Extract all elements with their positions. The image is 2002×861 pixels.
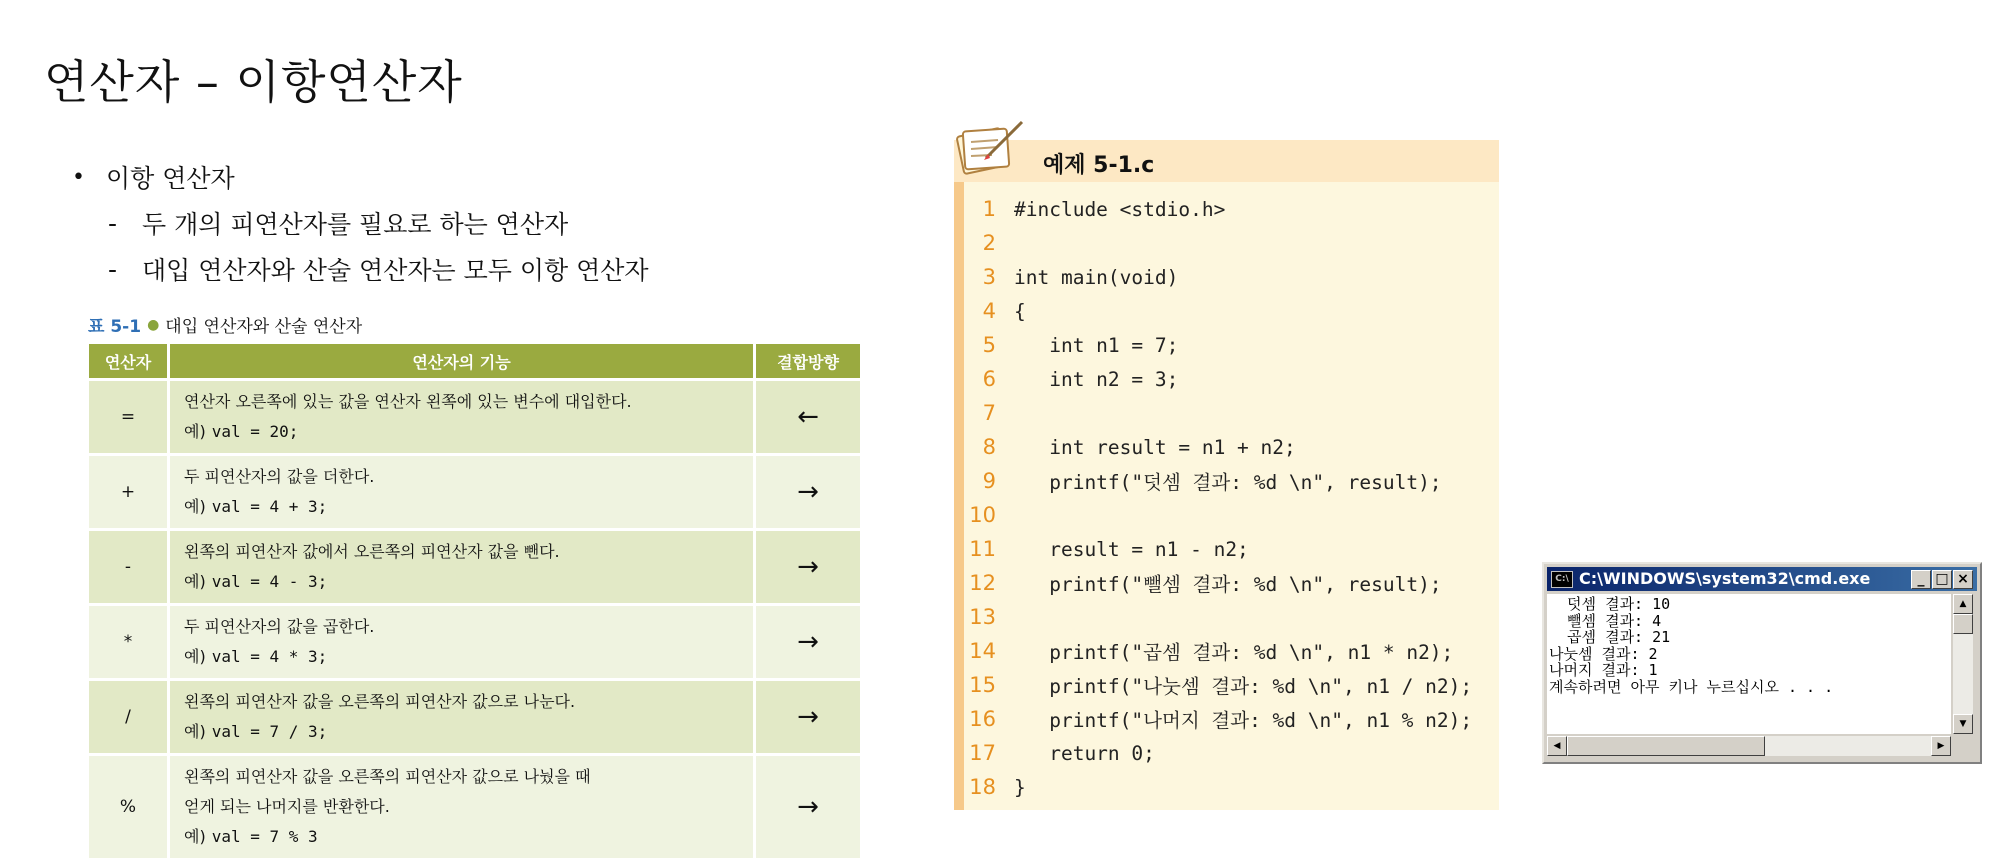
line-number: 2 bbox=[982, 231, 996, 255]
description-line: 얻게 되는 나머지를 반환한다. bbox=[184, 797, 390, 816]
code-line bbox=[966, 362, 1472, 396]
caption-text: 대입 연산자와 산술 연산자 bbox=[165, 317, 363, 337]
code-text: } bbox=[1014, 775, 1026, 799]
operator-symbol: = bbox=[89, 381, 167, 453]
right-arrow-icon: → bbox=[756, 456, 860, 528]
code-text: int n2 = 3; bbox=[1014, 367, 1179, 391]
code-text: printf("곱셈 결과: %d \n", n1 * n2); bbox=[1014, 641, 1454, 664]
code-text: { bbox=[1014, 299, 1026, 323]
scroll-left-icon[interactable]: ◀ bbox=[1547, 736, 1567, 756]
table-row bbox=[89, 381, 860, 453]
example-line bbox=[184, 492, 739, 522]
code-line bbox=[966, 328, 1472, 362]
example-prefix: 예) bbox=[184, 722, 206, 741]
code-line bbox=[966, 736, 1472, 770]
maximize-button[interactable]: □ bbox=[1932, 570, 1952, 589]
console-text bbox=[1549, 596, 1833, 695]
line-number: 12 bbox=[969, 571, 996, 595]
table-row bbox=[89, 606, 860, 678]
code-text: return 0; bbox=[1014, 741, 1155, 765]
sub-bullet-text: 두 개의 피연산자를 필요로 하는 연산자 bbox=[142, 210, 569, 239]
bullet-list bbox=[72, 154, 649, 292]
description-line: 연산자 오른쪽에 있는 값을 연산자 왼쪽에 있는 변수에 대입한다. bbox=[184, 392, 632, 411]
minimize-button[interactable]: _ bbox=[1911, 570, 1931, 589]
right-arrow-icon: → bbox=[756, 531, 860, 603]
operator-description bbox=[170, 456, 753, 528]
operator-description bbox=[170, 531, 753, 603]
horizontal-scrollbar[interactable] bbox=[1547, 736, 1951, 756]
horizontal-scroll-thumb[interactable] bbox=[1567, 736, 1765, 756]
example-code: val = 4 - 3; bbox=[211, 572, 328, 591]
operator-description bbox=[170, 381, 753, 453]
header-function: 연산자의 기능 bbox=[170, 344, 753, 378]
line-number: 16 bbox=[969, 707, 996, 731]
table-row bbox=[89, 681, 860, 753]
cmd-window bbox=[1542, 562, 1982, 764]
operator-symbol: - bbox=[89, 531, 167, 603]
operator-description bbox=[170, 681, 753, 753]
example-prefix: 예) bbox=[184, 497, 206, 516]
operator-description bbox=[170, 606, 753, 678]
example-code: val = 20; bbox=[211, 422, 299, 441]
line-number: 4 bbox=[982, 299, 996, 323]
left-arrow-icon: ← bbox=[756, 381, 860, 453]
description-line: 왼쪽의 피연산자 값에서 오른쪽의 피연산자 값을 뺀다. bbox=[184, 542, 560, 561]
code-example-box bbox=[954, 140, 1499, 810]
code-line bbox=[966, 532, 1472, 566]
example-line bbox=[184, 567, 739, 597]
sub-bullet-dash: - bbox=[108, 208, 118, 238]
console-line: 나머지 결과: 1 bbox=[1549, 661, 1658, 679]
code-line bbox=[966, 396, 1472, 430]
table-number: 표 5-1 bbox=[88, 317, 142, 337]
header-direction: 결합방향 bbox=[756, 344, 860, 378]
code-line bbox=[966, 226, 1472, 260]
code-line bbox=[966, 634, 1472, 668]
code-line bbox=[966, 260, 1472, 294]
bullet-dot: • bbox=[72, 164, 85, 190]
console-line: 덧셈 결과: 10 bbox=[1549, 595, 1671, 613]
console-line: 계속하려면 아무 키나 누르십시오 . . . bbox=[1549, 677, 1834, 696]
example-code: val = 7 % 3 bbox=[211, 827, 318, 846]
page-title: 연산자 – 이항연산자 bbox=[44, 55, 463, 109]
example-code: val = 4 * 3; bbox=[211, 647, 328, 666]
code-lines bbox=[966, 192, 1472, 804]
operator-description bbox=[170, 756, 753, 858]
operator-symbol: * bbox=[89, 606, 167, 678]
line-number: 13 bbox=[969, 605, 996, 629]
code-text: int main(void) bbox=[1014, 265, 1179, 289]
scroll-up-icon[interactable]: ▲ bbox=[1953, 594, 1973, 614]
code-text: int result = n1 + n2; bbox=[1014, 435, 1296, 459]
code-line bbox=[966, 192, 1472, 226]
cmd-title-bar[interactable] bbox=[1547, 567, 1977, 591]
cmd-console-output[interactable] bbox=[1547, 594, 1951, 734]
scroll-right-icon[interactable]: ▶ bbox=[1931, 736, 1951, 756]
line-number: 15 bbox=[969, 673, 996, 697]
bullet-text: 이항 연산자 bbox=[106, 164, 235, 193]
line-number: 6 bbox=[982, 367, 996, 391]
example-prefix: 예) bbox=[184, 572, 206, 591]
line-number: 8 bbox=[982, 435, 996, 459]
code-line bbox=[966, 498, 1472, 532]
right-arrow-icon: → bbox=[756, 756, 860, 858]
line-number: 5 bbox=[982, 333, 996, 357]
table-row bbox=[89, 756, 860, 858]
code-line bbox=[966, 600, 1472, 634]
example-line bbox=[184, 417, 739, 447]
console-line: 곱셈 결과: 21 bbox=[1549, 628, 1671, 646]
description-line: 왼쪽의 피연산자 값을 오른쪽의 피연산자 값으로 나눈다. bbox=[184, 692, 576, 711]
table-header-row bbox=[89, 344, 860, 378]
table-row bbox=[89, 456, 860, 528]
code-title: 예제 5-1.c bbox=[1043, 153, 1155, 178]
right-arrow-icon: → bbox=[756, 681, 860, 753]
scroll-down-icon[interactable]: ▼ bbox=[1953, 714, 1973, 734]
code-text: printf("뺄셈 결과: %d \n", result); bbox=[1014, 573, 1442, 596]
code-text: result = n1 - n2; bbox=[1014, 537, 1249, 561]
vertical-scroll-thumb[interactable] bbox=[1953, 614, 1973, 634]
code-header bbox=[954, 140, 1499, 182]
line-number: 1 bbox=[982, 197, 996, 221]
code-line bbox=[966, 294, 1472, 328]
console-line: 뺄셈 결과: 4 bbox=[1549, 611, 1662, 630]
code-text: #include <stdio.h> bbox=[1014, 197, 1226, 221]
console-line: 나눗셈 결과: 2 bbox=[1549, 644, 1658, 663]
line-number: 14 bbox=[969, 639, 996, 663]
code-line bbox=[966, 464, 1472, 498]
line-number: 11 bbox=[969, 537, 996, 561]
sub-bullet-text: 대입 연산자와 산술 연산자는 모두 이항 연산자 bbox=[142, 256, 649, 285]
code-line bbox=[966, 770, 1472, 804]
code-text: printf("나머지 결과: %d \n", n1 % n2); bbox=[1014, 709, 1473, 732]
line-number: 18 bbox=[969, 775, 996, 799]
table-row bbox=[89, 531, 860, 603]
cmd-window-title: C:\WINDOWS\system32\cmd.exe bbox=[1579, 569, 1871, 588]
code-gutter bbox=[954, 182, 964, 810]
cmd-icon: C:\ bbox=[1551, 571, 1573, 588]
notepad-pencil-icon bbox=[956, 118, 1026, 184]
example-prefix: 예) bbox=[184, 827, 206, 846]
code-line bbox=[966, 668, 1472, 702]
example-line bbox=[184, 822, 739, 852]
close-button[interactable]: × bbox=[1953, 570, 1973, 589]
table-caption bbox=[88, 312, 362, 337]
operator-symbol: + bbox=[89, 456, 167, 528]
right-arrow-icon: → bbox=[756, 606, 860, 678]
sub-bullet-item bbox=[72, 246, 649, 292]
line-number: 17 bbox=[969, 741, 996, 765]
example-code: val = 4 + 3; bbox=[211, 497, 328, 516]
description-line: 두 피연산자의 값을 더한다. bbox=[184, 467, 375, 486]
table-body bbox=[89, 381, 860, 858]
code-line bbox=[966, 702, 1472, 736]
bullet-item bbox=[72, 154, 649, 200]
example-line bbox=[184, 642, 739, 672]
example-line bbox=[184, 717, 739, 747]
example-prefix: 예) bbox=[184, 647, 206, 666]
header-operator: 연산자 bbox=[89, 344, 167, 378]
operator-symbol: / bbox=[89, 681, 167, 753]
description-line: 두 피연산자의 값을 곱한다. bbox=[184, 617, 375, 636]
code-text: printf("덧셈 결과: %d \n", result); bbox=[1014, 471, 1442, 494]
code-line bbox=[966, 430, 1472, 464]
vertical-scrollbar[interactable] bbox=[1953, 594, 1973, 734]
code-text: int n1 = 7; bbox=[1014, 333, 1179, 357]
line-number: 3 bbox=[982, 265, 996, 289]
line-number: 10 bbox=[969, 503, 996, 527]
code-text: printf("나눗셈 결과: %d \n", n1 / n2); bbox=[1014, 675, 1473, 698]
operator-table bbox=[86, 341, 863, 861]
example-prefix: 예) bbox=[184, 422, 206, 441]
operator-symbol: % bbox=[89, 756, 167, 858]
caption-bullet-icon: ● bbox=[147, 316, 160, 333]
description-line: 왼쪽의 피연산자 값을 오른쪽의 피연산자 값으로 나눴을 때 bbox=[184, 767, 591, 786]
sub-bullet-dash: - bbox=[108, 254, 118, 284]
line-number: 7 bbox=[982, 401, 996, 425]
example-code: val = 7 / 3; bbox=[211, 722, 328, 741]
code-line bbox=[966, 566, 1472, 600]
line-number: 9 bbox=[982, 469, 996, 493]
sub-bullet-item bbox=[72, 200, 649, 246]
